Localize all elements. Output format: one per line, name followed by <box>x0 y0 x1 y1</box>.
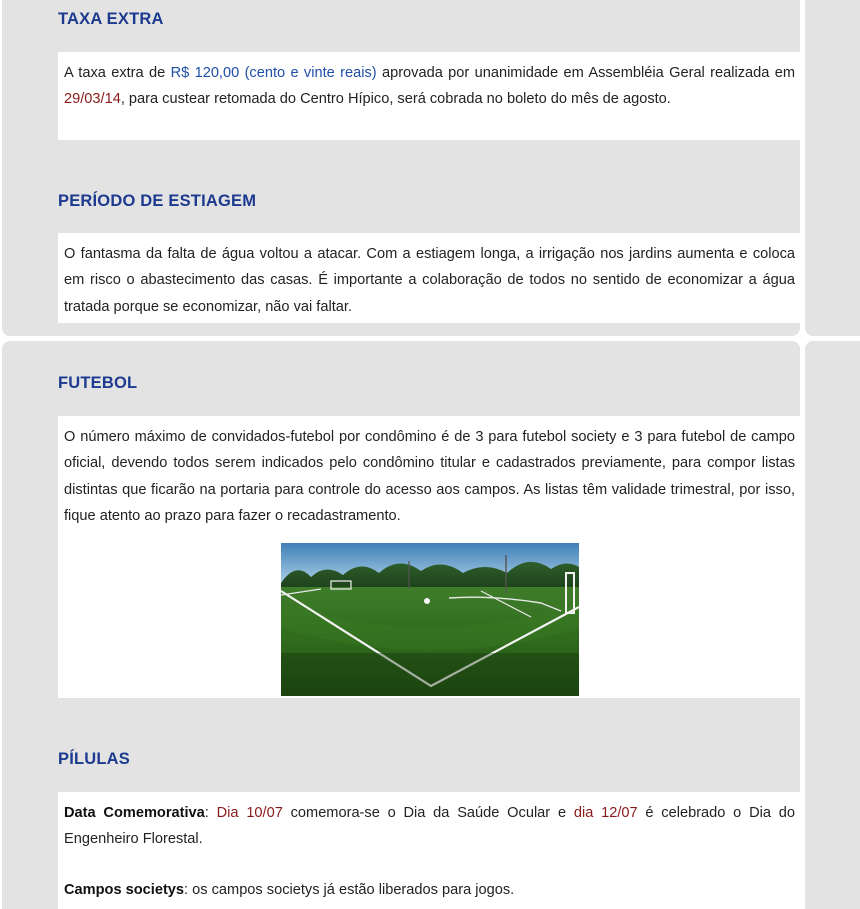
section-body-futebol <box>58 416 801 698</box>
pilulas-item-campos-societys <box>64 877 795 903</box>
section-body-pilulas <box>58 792 801 909</box>
taxa-text-3: , para custear retomada do Centro Hípico, será cobrada no boleto do mês de agosto. <box>120 91 671 108</box>
section-title-taxa-extra: TAXA EXTRA <box>58 10 164 28</box>
estiagem-text: O fantasma da falta de água voltou a atacar. Com a estiagem longa, a irrigação nos jardins aumenta e coloca em risco o abastecimento das casas. É importante a colaboração de todos no sentido de economizar a água tratada porque se economizar, não vai faltar. <box>64 246 795 315</box>
pilulas-item1-sep: : <box>204 805 217 821</box>
pilulas-item2-text: : os campos societys já estão liberados para jogos. <box>184 881 515 898</box>
section-body-estiagem <box>58 233 801 323</box>
soccer-field-photo <box>281 543 579 696</box>
pilulas-item1-label: Data Comemorativa <box>64 805 205 821</box>
pilulas-spacer <box>64 853 795 877</box>
right-rail-bottom <box>805 341 860 909</box>
section-title-estiagem: PERÍODO DE ESTIAGEM <box>58 192 257 210</box>
corner-sparkle-icon: ✦ <box>795 332 809 349</box>
futebol-text: O número máximo de convidados-futebol por condômino é de 3 para futebol society e 3 para futebol de campo oficial, devendo todos serem indicados pelo condômino titular e cadastrados previamente, para compor listas distintas que ficarão na portaria para controle do acesso aos campos. As listas têm validade trimestral, por isso, fique atento ao prazo para fazer o recadastramento. <box>64 429 795 524</box>
section-body-taxa-extra <box>58 52 801 140</box>
pilulas-item1-mid: comemora-se o Dia da Saúde Ocular e <box>282 805 574 821</box>
pilulas-item-data-comemorativa <box>64 800 795 853</box>
section-title-pilulas: PÍLULAS <box>58 750 130 768</box>
pilulas-item1-date1: Dia 10/07 <box>216 805 283 821</box>
right-rail-top <box>805 0 860 336</box>
pilulas-item1-end: é celebrado o Dia do Engenheiro Florestal. <box>64 805 795 848</box>
pilulas-item1-date2: dia 12/07 <box>573 805 638 821</box>
taxa-text-2: aprovada por unanimidade em Assembléia Geral realizada em <box>376 65 795 81</box>
taxa-text-1: A taxa extra de <box>64 65 171 81</box>
section-title-futebol: FUTEBOL <box>58 374 138 392</box>
taxa-date: 29/03/14 <box>64 91 121 108</box>
pilulas-item2-label: Campos societys <box>64 881 185 898</box>
taxa-amount: R$ 120,00 (cento e vinte reais) <box>170 65 377 81</box>
